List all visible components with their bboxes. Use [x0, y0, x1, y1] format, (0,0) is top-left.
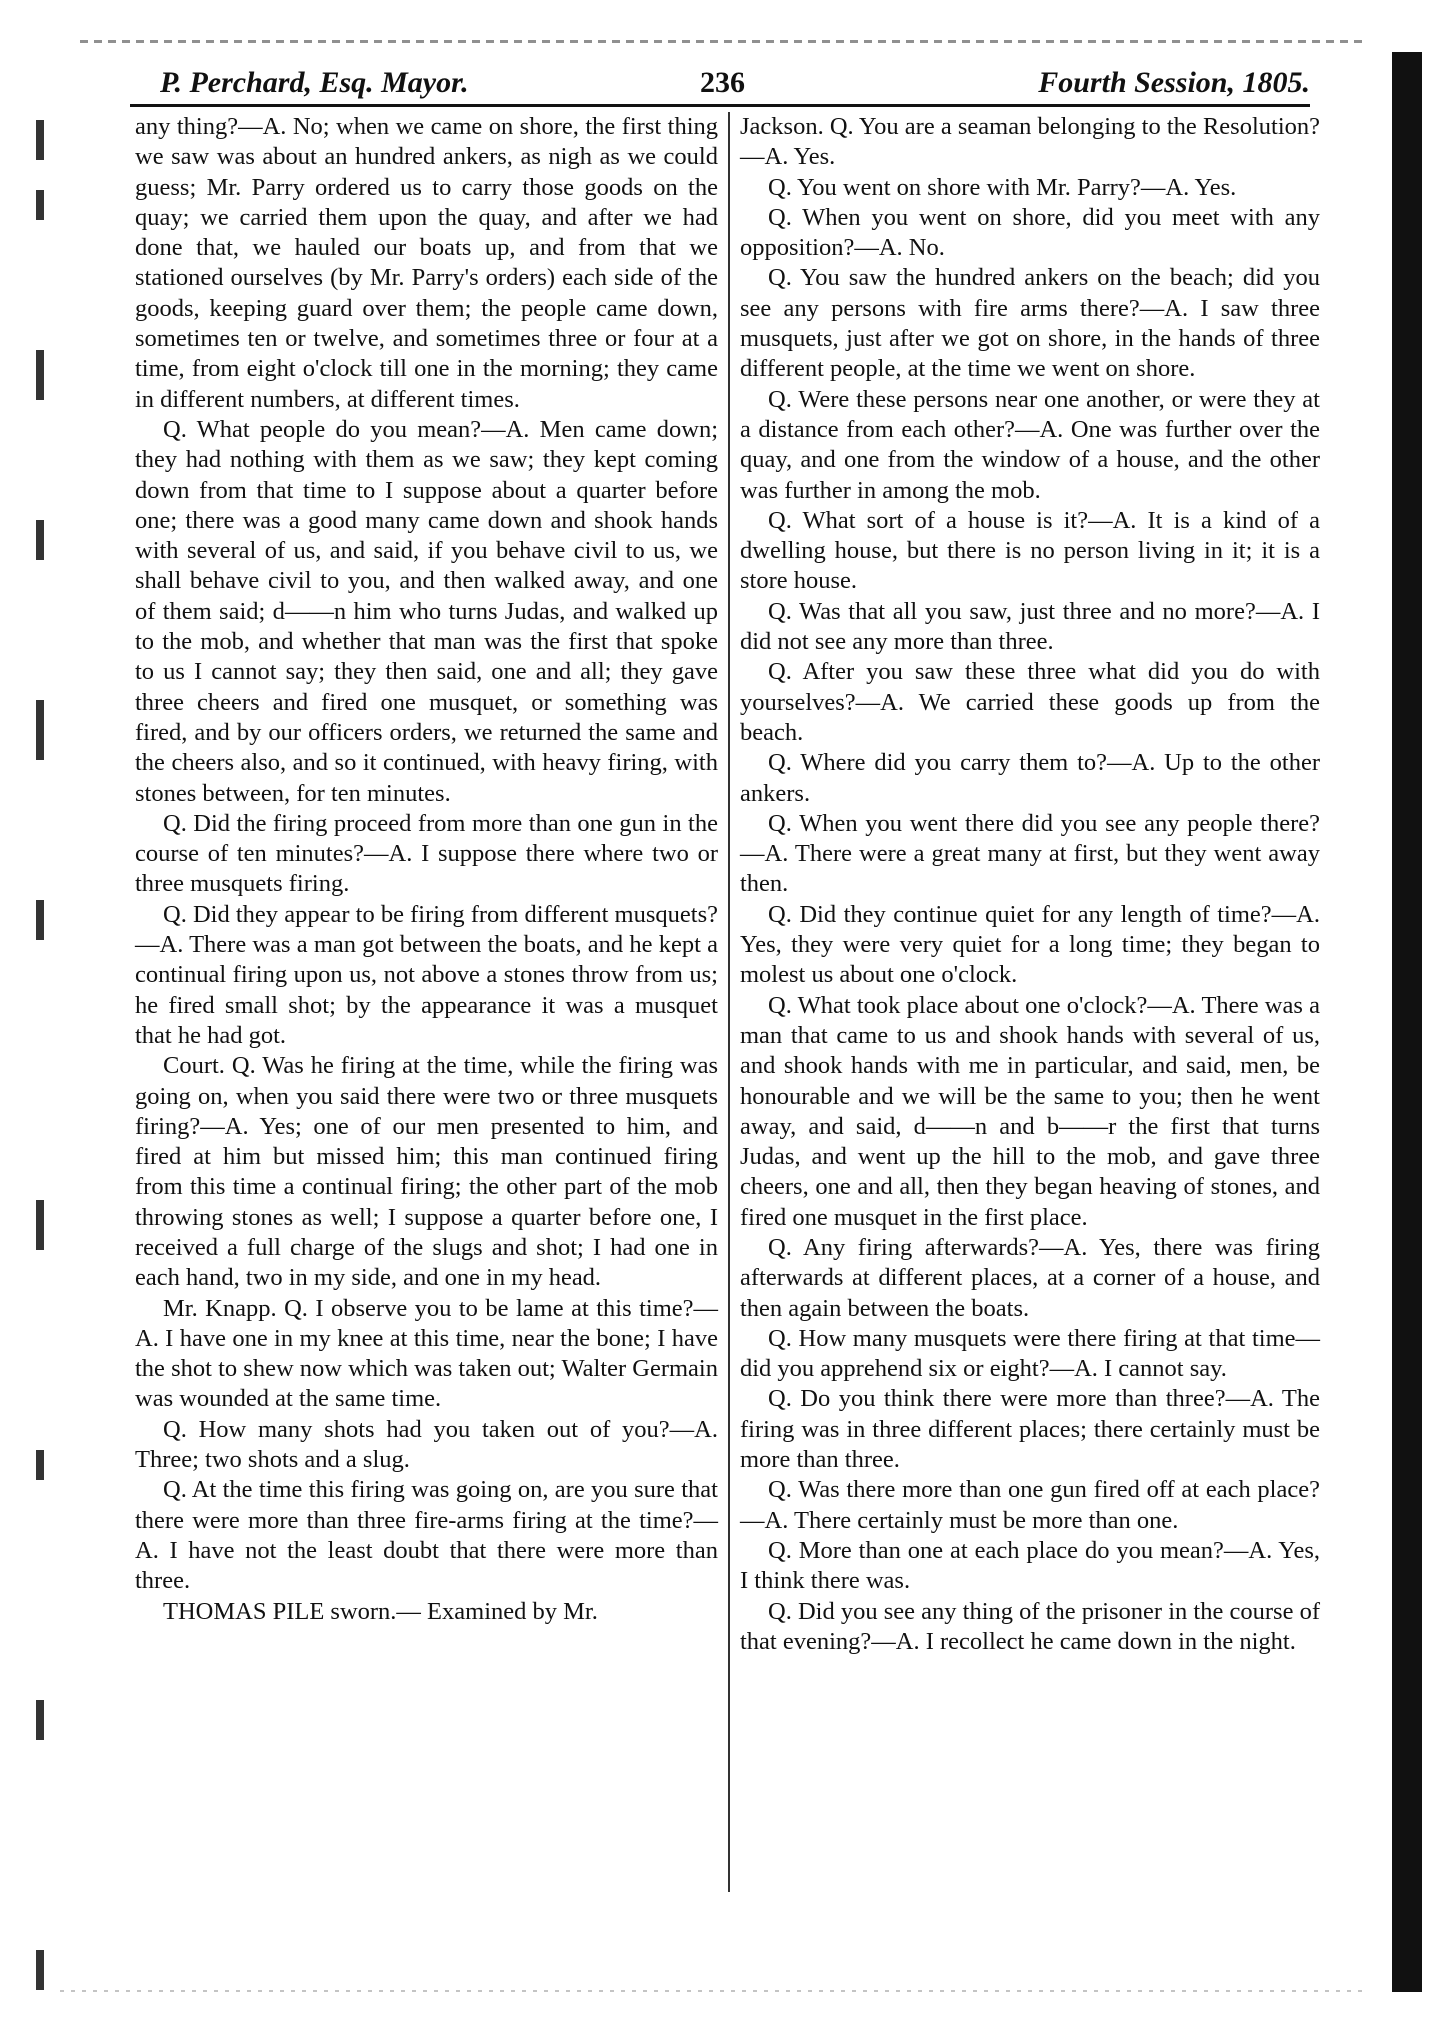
paragraph: Q. Was that all you saw, just three and no more?—A. I did not see any more than three. [740, 597, 1320, 656]
paragraph: Q. After you saw these three what did you do with yourselves?—A. We carried these goods up from the beach. [740, 658, 1320, 746]
binding-mark [36, 1700, 44, 1740]
paragraph: Q. Did you see any thing of the prisoner in the course of that evening?—A. I recollect he came down in the night. [740, 1597, 1320, 1655]
column-rule [728, 112, 730, 1892]
binding-mark [36, 1950, 44, 1990]
paragraph: Q. How many musquets were there firing at that time—did you apprehend six or eight?—A. I cannot say. [740, 1324, 1320, 1383]
paragraph: Q. Do you think there were more than three?—A. The firing was in three different places; there certainly must be more than three. [740, 1385, 1320, 1474]
paragraph: Q. When you went on shore, did you meet with any opposition?—A. No. [740, 203, 1320, 262]
binding-mark [36, 1450, 44, 1480]
paragraph: Q. What took place about one o'clock?—A. There was a man that came to us and shook hands with several of us, and shook hands with me in particular, and said, men, be honourable and we will be the same to you; then he went away, and said, d——n and b——r the first that turns Judas, and went up the hill to the mob, and gave three cheers, one and all, then they began heaving of stones, and fired one musquet in the first place. [740, 991, 1320, 1231]
paragraph: Q. How many shots had you taken out of you?—A. Three; two shots and a slug. [135, 1415, 718, 1474]
paragraph: Q. You went on shore with Mr. Parry?—A. Yes. [768, 173, 1237, 201]
binding-mark [36, 700, 44, 760]
paragraph: Q. What sort of a house is it?—A. It is a kind of a dwelling house, but there is no person living in it; it is a store house. [740, 506, 1320, 595]
paragraph: any thing?—A. No; when we came on shore, the first thing we saw was about an hundred ankers, as nigh as we could guess; Mr. Parry ordered us to carry those goods on the quay; we carried them upon the quay, and after we had done that, we hauled our boats up, and from that we stationed ourselves (by Mr. Parry's orders) each side of the goods, keeping guard over them; the people came down, sometimes ten or twelve, and sometimes three or four at a time, from eight o'clock till one in the morning; they came in different numbers, at different times. [135, 113, 718, 413]
binding-mark [36, 520, 44, 560]
scan-edge-bar [1392, 52, 1422, 1992]
binding-mark [36, 120, 44, 160]
header-rule [130, 104, 1310, 107]
paragraph: Q. Where did you carry them to?—A. Up to the other ankers. [740, 749, 1320, 807]
paragraph: Q. What people do you mean?—A. Men came down; they had nothing with them as we saw; they kept coming down from that time to I suppose about a quarter before one; there was a good many came down and shook hands with several of us, and said, if you behave civil to us, we shall behave civil to you, and then walked away, and one of them said; d——n him who turns Judas, and walked up to the mob, and whether that man was the first that spoke to us I cannot say; they then said, one and all; they gave three cheers and fired one musquet, or something was fired, and by our officers orders, we returned the same and the cheers also, and so it continued, with heavy firing, with stones between, for ten minutes. [135, 415, 718, 807]
paragraph: Q. Any firing afterwards?—A. Yes, there was firing afterwards at different places, at a corner of a house, and then again between the boats. [740, 1233, 1320, 1322]
binding-mark [36, 190, 44, 220]
paragraph: Jackson. Q. You are a seaman belonging to the Resolution?—A. Yes. [740, 113, 1320, 171]
page-number: 236 [700, 66, 745, 99]
left-column [135, 112, 718, 1627]
paragraph: Q. When you went there did you see any people there?—A. There were a great many at first, but they went away then. [740, 809, 1320, 898]
binding-mark [36, 1200, 44, 1250]
scan-artifact-bottom [60, 1990, 1362, 1992]
header-right: Fourth Session, 1805. [1038, 66, 1310, 99]
binding-marks [6, 100, 76, 2000]
paragraph: Q. Did they appear to be firing from different musquets?—A. There was a man got between the boats, and he kept a continual firing upon us, not above a stones throw from us; he fired small shot; by the appearance it was a musquet that he had got. [135, 900, 718, 1049]
paragraph: Q. Was there more than one gun fired off at each place?—A. There certainly must be more than one. [740, 1476, 1320, 1534]
binding-mark [36, 900, 44, 940]
paragraph: Q. Did they continue quiet for any length of time?—A. Yes, they were very quiet for a long time; they began to molest us about one o'clock. [740, 900, 1320, 989]
right-column [740, 112, 1320, 1657]
header-left: P. Perchard, Esq. Mayor. [160, 66, 469, 99]
binding-mark [36, 350, 44, 400]
paragraph: Q. Did the firing proceed from more than one gun in the course of ten minutes?—A. I suppose there where two or three musquets firing. [135, 809, 718, 898]
paragraph: Q. At the time this firing was going on, are you sure that there were more than three fire-arms firing at the time?—A. I have not the least doubt that there were more than three. [135, 1476, 718, 1595]
paragraph: Q. Were these persons near one another, or were they at a distance from each other?—A. One was further over the quay, and one from the window of a house, and the other was further in among the mob. [740, 385, 1320, 504]
paragraph: Mr. Knapp. Q. I observe you to be lame at this time?—A. I have one in my knee at this time, near the bone; I have the shot to shew now which was taken out; Walter Germain was wounded at the same time. [135, 1294, 718, 1413]
paragraph: THOMAS PILE sworn.— Examined by Mr. [163, 1597, 598, 1625]
paragraph: Q. More than one at each place do you mean?—A. Yes, I think there was. [740, 1536, 1320, 1595]
paragraph: Q. You saw the hundred ankers on the beach; did you see any persons with fire arms there?—A. I saw three musquets, just after we got on shore, in the hands of three different people, at the time we went on shore. [740, 264, 1320, 383]
scan-artifact-top [80, 40, 1362, 43]
paragraph: Court. Q. Was he firing at the time, while the firing was going on, when you said there were two or three musquets firing?—A. Yes; one of our men presented to him, and fired at him but missed him; this man continued firing from this time a continual firing; the other part of the mob throwing stones as well; I suppose a quarter before one, I received a full charge of the slugs and shot; I had one in each hand, two in my side, and one in my head. [135, 1052, 718, 1292]
running-header [140, 62, 1310, 106]
